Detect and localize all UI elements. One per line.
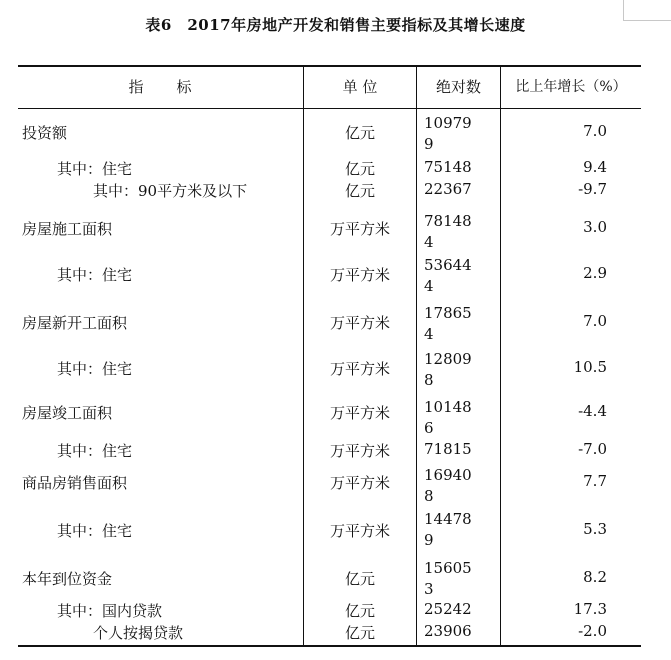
row-absolute	[424, 439, 504, 460]
row-absolute-line1: 17865	[424, 304, 472, 322]
row-unit: 亿元	[344, 160, 375, 178]
row-unit: 万平方米	[329, 522, 390, 540]
row-unit: 亿元	[344, 570, 375, 588]
row-growth: -2.0	[578, 622, 607, 640]
row-indicator: 其中：住宅	[57, 522, 133, 540]
row-growth: 8.2	[583, 568, 607, 586]
row-growth: 5.3	[583, 520, 607, 538]
row-absolute-line2: 8	[424, 487, 434, 505]
row-indicator: 其中：住宅	[57, 442, 133, 460]
row-absolute-line1: 14478	[424, 510, 472, 528]
table-header-rule	[18, 108, 641, 109]
table-row	[18, 464, 641, 506]
row-growth: 7.7	[583, 472, 607, 490]
row-absolute	[424, 509, 504, 551]
row-unit: 万平方米	[329, 360, 390, 378]
row-absolute-line1: 15605	[424, 559, 472, 577]
row-absolute	[424, 211, 504, 253]
row-unit: 万平方米	[329, 220, 390, 238]
row-unit: 万平方米	[329, 404, 390, 422]
row-growth: 17.3	[573, 600, 607, 618]
table-title: 表6 2017年房地产开发和销售主要指标及其增长速度	[145, 16, 526, 34]
row-growth: 7.0	[583, 122, 607, 140]
row-absolute-line1: 10979	[424, 114, 472, 132]
table-row	[18, 156, 641, 178]
row-indicator: 其中：住宅	[57, 266, 133, 284]
table-row	[18, 254, 641, 302]
row-absolute-line2: 6	[424, 419, 434, 437]
table-row	[18, 210, 641, 254]
row-growth: -9.7	[578, 180, 607, 198]
row-indicator: 房屋施工面积	[22, 220, 113, 238]
row-absolute-line1: 23906	[424, 622, 472, 640]
row-unit: 万平方米	[329, 314, 390, 332]
table-bottom-rule	[18, 645, 641, 647]
row-growth: -4.4	[578, 402, 607, 420]
row-growth: 3.0	[583, 218, 607, 236]
row-indicator: 其中：90平方米及以下	[93, 182, 248, 200]
table-row	[18, 348, 641, 396]
row-absolute-line2: 4	[424, 233, 434, 251]
row-absolute-line1: 12809	[424, 350, 472, 368]
table-row	[18, 396, 641, 436]
row-absolute	[424, 303, 504, 345]
row-absolute-line1: 10148	[424, 398, 472, 416]
row-indicator: 个人按揭贷款	[93, 624, 184, 642]
table-row	[18, 506, 641, 560]
row-absolute-line1: 78148	[424, 212, 472, 230]
row-growth: 10.5	[573, 358, 607, 376]
row-absolute-line1: 22367	[424, 180, 472, 198]
row-unit: 万平方米	[329, 266, 390, 284]
row-growth: 2.9	[583, 264, 607, 282]
row-indicator: 房屋新开工面积	[22, 314, 128, 332]
row-indicator: 其中：住宅	[57, 360, 133, 378]
row-unit: 万平方米	[329, 442, 390, 460]
row-unit: 亿元	[344, 182, 375, 200]
row-absolute-line1: 25242	[424, 600, 472, 618]
header-indicator: 指 标	[128, 78, 193, 96]
row-indicator: 其中：住宅	[57, 160, 133, 178]
row-absolute	[424, 349, 504, 391]
row-absolute-line1: 53644	[424, 256, 472, 274]
row-absolute-line2: 4	[424, 277, 434, 295]
row-indicator: 商品房销售面积	[22, 474, 128, 492]
row-absolute-line2: 8	[424, 371, 434, 389]
row-absolute-line1: 71815	[424, 440, 472, 458]
row-unit: 亿元	[344, 124, 375, 142]
table-row	[18, 622, 641, 644]
row-absolute	[424, 113, 504, 155]
row-absolute	[424, 179, 504, 200]
row-unit: 万平方米	[329, 474, 390, 492]
row-unit: 亿元	[344, 624, 375, 642]
row-absolute	[424, 465, 504, 507]
row-absolute-line2: 9	[424, 135, 434, 153]
row-absolute-line1: 75148	[424, 158, 472, 176]
row-absolute	[424, 157, 504, 178]
row-absolute-line2: 3	[424, 580, 434, 598]
row-indicator: 房屋竣工面积	[22, 404, 113, 422]
table-row	[18, 302, 641, 348]
table-row	[18, 436, 641, 464]
table-row	[18, 560, 641, 600]
table-row	[18, 600, 641, 622]
row-absolute	[424, 599, 504, 620]
row-absolute-line2: 4	[424, 325, 434, 343]
row-growth: 7.0	[583, 312, 607, 330]
header-growth: 比上年增长（%）	[515, 79, 627, 95]
table-row	[18, 178, 641, 206]
header-absolute: 绝对数	[435, 78, 481, 96]
row-unit: 亿元	[344, 602, 375, 620]
row-absolute	[424, 621, 504, 642]
row-growth: -7.0	[578, 440, 607, 458]
header-unit: 单 位	[342, 78, 378, 96]
row-absolute	[424, 255, 504, 297]
row-growth: 9.4	[583, 158, 607, 176]
row-indicator: 本年到位资金	[22, 570, 113, 588]
row-indicator: 投资额	[22, 124, 68, 142]
row-absolute-line1: 16940	[424, 466, 472, 484]
row-indicator: 其中：国内贷款	[57, 602, 163, 620]
row-absolute-line2: 9	[424, 531, 434, 549]
row-absolute	[424, 558, 504, 600]
row-absolute	[424, 397, 504, 439]
table-row	[18, 112, 641, 156]
